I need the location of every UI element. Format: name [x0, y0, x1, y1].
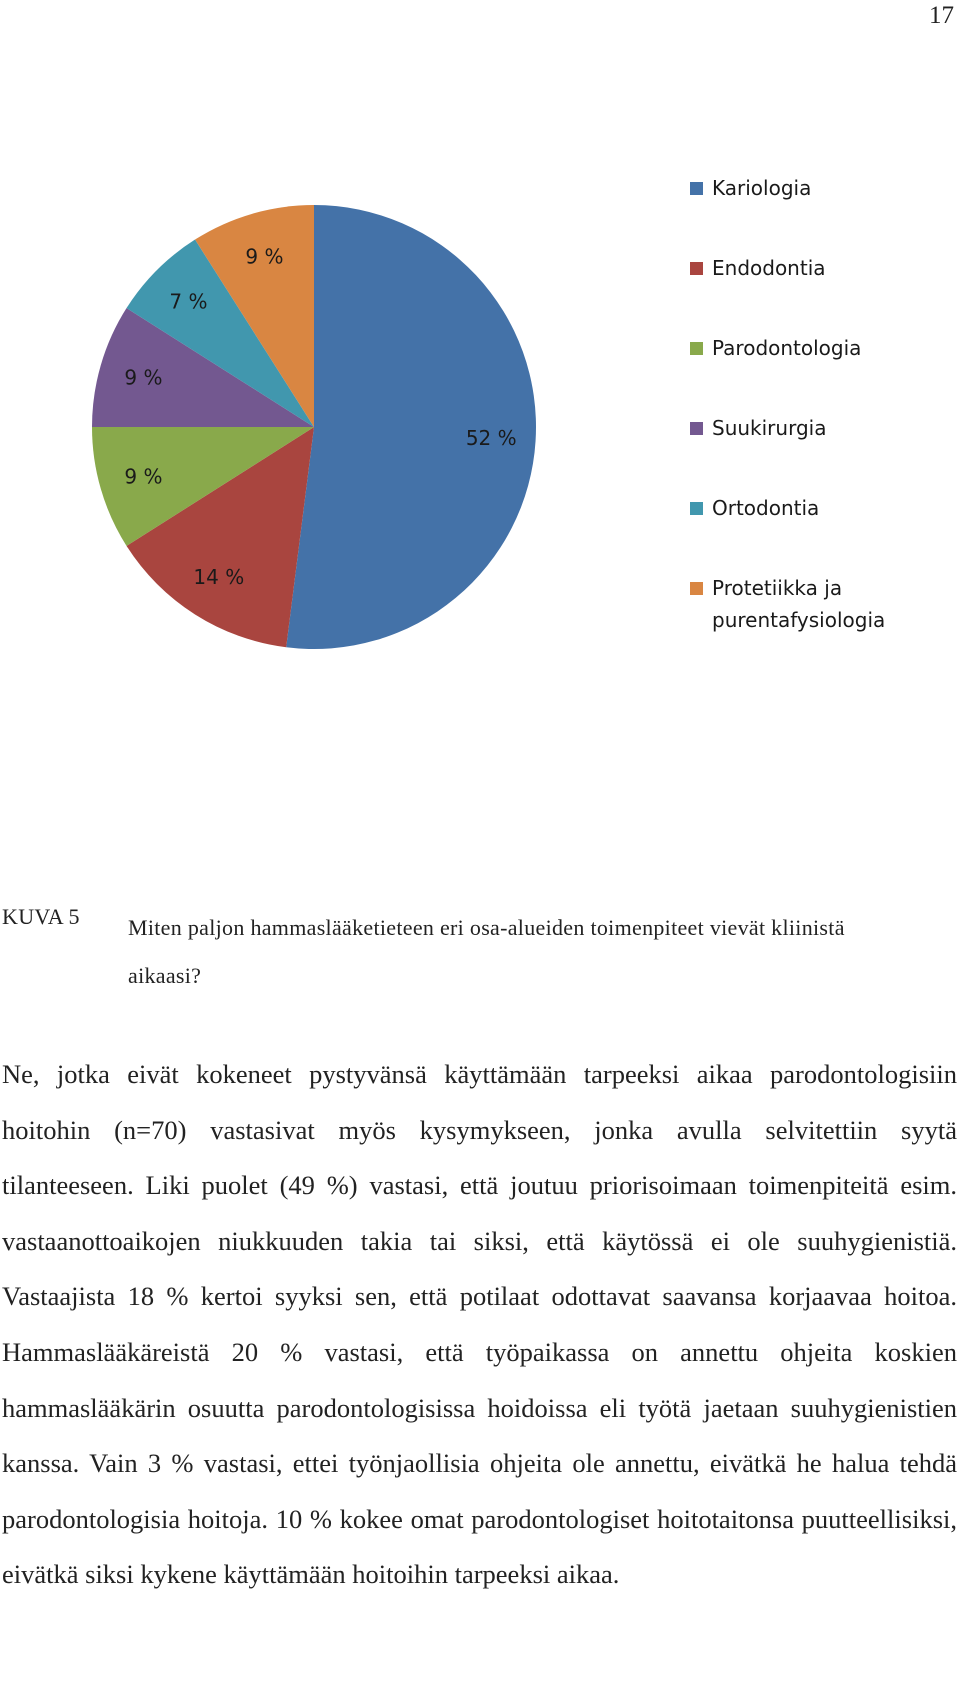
slice-label-1: 52 % — [465, 426, 517, 451]
legend-label: Suukirurgia — [712, 416, 827, 440]
legend-item-3 — [690, 332, 861, 364]
slice-label-6: 9 % — [245, 244, 284, 269]
legend-item-2 — [690, 252, 826, 284]
body-paragraph: Ne, jotka eivät kokeneet pystyvänsä käyttämään tarpeeksi aikaa parodontologisiin hoitohin (n=70) vastasivat myös kysymykseen, jonka avulla selvitettiin syytä tilanteeseen. Liki puolet (49 %) vastasi, että joutuu priorisoimaan toimenpiteitä esim. vastaanottoaikojen niukkuuden takia tai siksi, että käytössä ei ole suuhygienistiä. Vastaajista 18 % kertoi syyksi sen, että potilaat odottavat saavansa korjaavaa hoitoa. Hammaslääkäreistä 20 % vastasi, että työpaikassa on annettu ohjeita koskien hammaslääkärin osuutta parodontologisissa hoidoissa eli työtä jaetaan suuhygienistien kanssa. Vain 3 % vastasi, ettei työnjaollisia ohjeita ole annettu, eivätkä he halua tehdä parodontologisia hoitoja. 10 % kokee omat parodontologiset hoitotaitonsa puutteellisiksi, eivätkä siksi kykene käyttämään hoitoihin tarpeeksi aikaa. — [2, 1059, 957, 1590]
legend-swatch — [690, 422, 703, 435]
caption-id: KUVA 5 — [2, 904, 80, 929]
legend-swatch — [690, 182, 703, 195]
page-number: 17 — [929, 2, 954, 29]
legend-swatch — [690, 342, 703, 355]
legend-label: Ortodontia — [712, 496, 820, 520]
legend-item-5 — [690, 492, 819, 524]
slice-label-4: 9 % — [124, 365, 163, 390]
legend-item-1 — [690, 172, 811, 204]
legend-item-6 — [690, 572, 902, 636]
slice-label-5: 7 % — [169, 289, 208, 314]
caption-text: Miten paljon hammaslääketieteen eri osa-alueiden toimenpiteet vievät kliinistä aikaasi? — [128, 915, 845, 988]
legend-label: Parodontologia — [712, 336, 862, 360]
slice-label-3: 9 % — [124, 464, 163, 489]
legend-label: Protetiikka ja purentafysiologia — [712, 576, 886, 632]
legend-swatch — [690, 582, 703, 595]
legend-label: Endodontia — [712, 256, 826, 280]
slice-label-2: 14 % — [193, 564, 245, 589]
legend-label: Kariologia — [712, 176, 812, 200]
legend-item-4 — [690, 412, 826, 444]
legend-swatch — [690, 502, 703, 515]
legend-swatch — [690, 262, 703, 275]
